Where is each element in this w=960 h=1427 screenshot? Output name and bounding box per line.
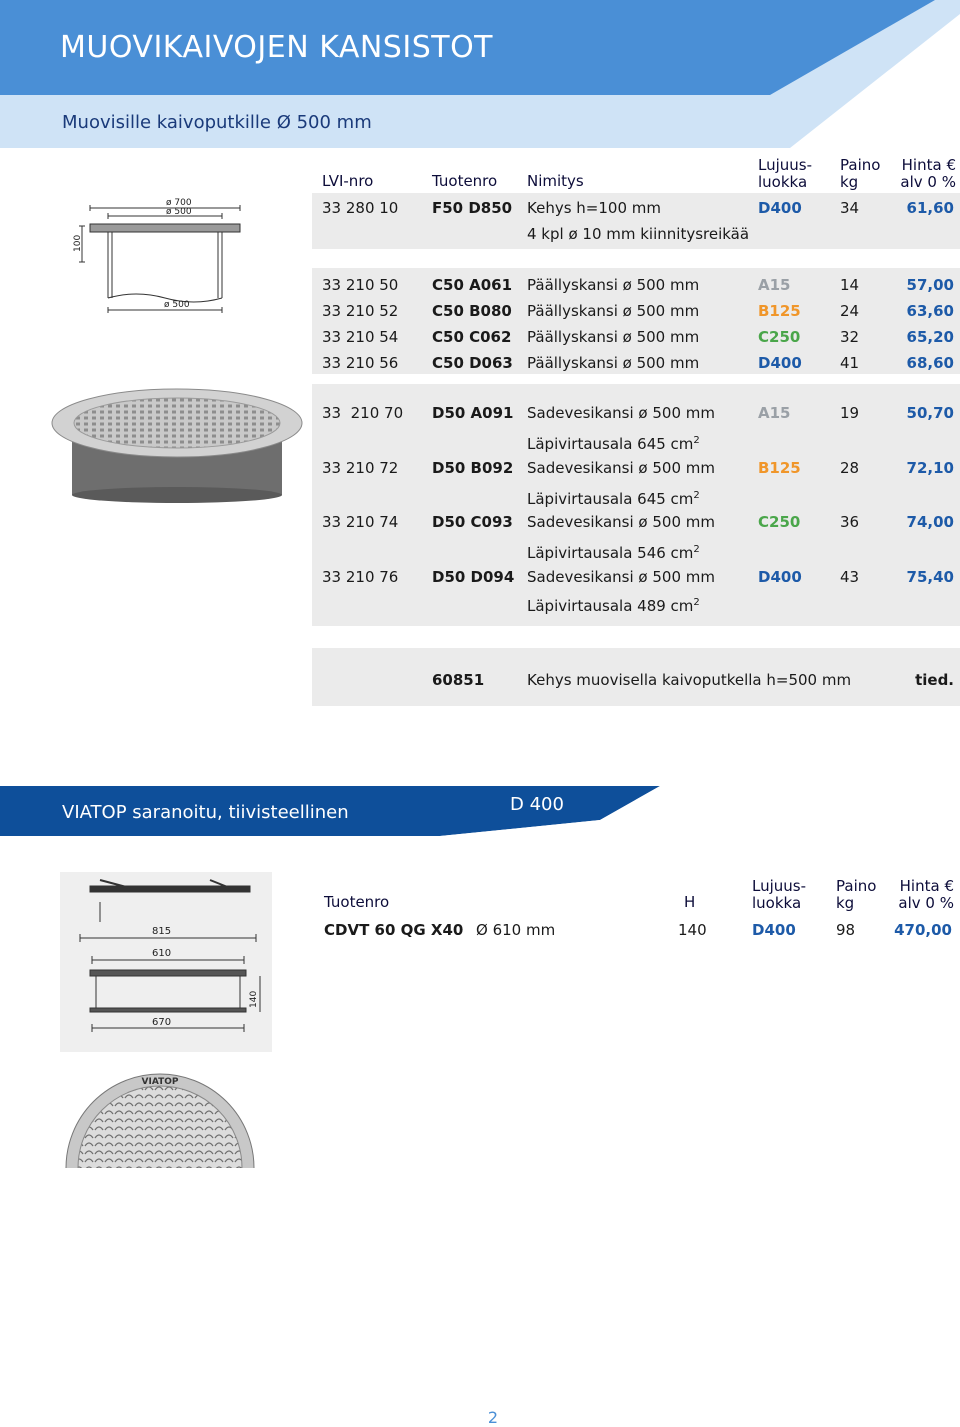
grating-lvi: 33 210 70	[322, 404, 404, 422]
cover-hinta: 65,20	[906, 328, 954, 346]
cover-nimitys: Päällyskansi ø 500 mm	[527, 276, 700, 294]
viatop-cover-brand: VIATOP	[141, 1077, 179, 1087]
cover-paino: 41	[840, 354, 860, 372]
grating-flow-area-text: Läpivirtausala 489 cm	[527, 596, 694, 615]
s2-col-header-paino-line1: Paino	[836, 877, 877, 895]
frame-nimitys: Kehys h=100 mm	[527, 199, 661, 217]
grating-tuotenro: D50 A091	[432, 404, 514, 422]
extra-hinta: tied.	[915, 671, 954, 689]
s2-col-header-hinta	[876, 878, 954, 912]
col-header-paino-line1: Paino	[840, 156, 881, 174]
grating-hinta: 72,10	[906, 458, 954, 477]
grating-flow-area-text: Läpivirtausala 645 cm	[527, 489, 694, 508]
grating-nimitys: Sadevesikansi ø 500 mm	[527, 404, 715, 422]
cover-lvi: 33 210 56	[322, 354, 399, 372]
grating-luokka: C250	[758, 513, 801, 531]
cover-luokka: B125	[758, 302, 801, 320]
col-header-lujuus	[758, 157, 812, 191]
s2-col-header-tuotenro: Tuotenro	[324, 893, 390, 911]
label-d500-bottom: ø 500	[164, 300, 190, 310]
cover-nimitys: Päällyskansi ø 500 mm	[527, 354, 700, 372]
grating-flow-area	[527, 432, 700, 453]
grating-flow-area-unit-exp: 2	[693, 489, 700, 501]
grating-flow-area-unit-exp: 2	[693, 544, 700, 555]
cover-hinta: 57,00	[906, 276, 954, 294]
frame-hinta: 61,60	[906, 199, 954, 217]
col-header-tuotenro: Tuotenro	[432, 172, 498, 190]
grating-nimitys: Sadevesikansi ø 500 mm	[527, 567, 715, 586]
grating-hinta: 75,40	[906, 567, 954, 586]
s2-diameter: Ø 610 mm	[476, 921, 556, 939]
s2-hinta: 470,00	[894, 921, 952, 939]
cover-nimitys: Päällyskansi ø 500 mm	[527, 302, 700, 320]
cover-tuotenro: C50 B080	[432, 302, 512, 320]
frame-paino: 34	[840, 199, 860, 217]
grating-luokka: A15	[758, 404, 791, 422]
s2-col-header-hinta-line2: alv 0 %	[898, 894, 954, 912]
frame-note: 4 kpl ø 10 mm kiinnitysreikää	[527, 225, 750, 243]
grating-nimitys: Sadevesikansi ø 500 mm	[527, 458, 715, 477]
label-h100: 100	[73, 234, 83, 252]
cover-paino: 24	[840, 302, 860, 320]
s2-h: 140	[678, 921, 707, 939]
extra-tuotenro: 60851	[432, 671, 485, 689]
grating-flow-area-text: Läpivirtausala 546 cm	[527, 544, 694, 562]
grating-lvi: 33 210 76	[322, 567, 399, 586]
s2-col-header-lujuus-line2: luokka	[752, 894, 802, 912]
cover-luokka: D400	[758, 354, 802, 372]
cover-luokka: C250	[758, 328, 801, 346]
grating-flow-area-unit-exp: 2	[693, 435, 700, 446]
cover-lvi: 33 210 54	[322, 328, 399, 346]
label-h140: 140	[249, 990, 259, 1008]
grating-cover-image	[50, 385, 305, 505]
cover-lvi: 33 210 52	[322, 302, 399, 320]
section-subtitle: Muovisille kaivoputkille Ø 500 mm	[62, 112, 372, 133]
grating-lvi: 33 210 72	[322, 458, 399, 477]
col-header-nimitys: Nimitys	[527, 172, 584, 190]
cover-tuotenro: C50 D063	[432, 354, 513, 372]
label-d670: 670	[152, 1017, 172, 1028]
col-header-lvi: LVI-nro	[322, 172, 374, 190]
page-title: MUOVIKAIVOJEN KANSISTOT	[60, 30, 494, 65]
cover-nimitys: Päällyskansi ø 500 mm	[527, 328, 700, 346]
label-d500-top: ø 500	[166, 207, 192, 217]
grating-tuotenro: D50 B092	[432, 458, 514, 477]
s2-col-header-h: H	[684, 893, 696, 911]
cover-paino: 32	[840, 328, 860, 346]
col-header-paino-line2: kg	[840, 173, 859, 191]
s2-paino: 98	[836, 921, 856, 939]
viatop-cover-image	[64, 1068, 256, 1168]
section2-class-label: D 400	[510, 794, 564, 815]
col-header-hinta	[880, 157, 956, 191]
s2-col-header-hinta-line1: Hinta €	[899, 877, 954, 895]
cover-hinta: 63,60	[906, 302, 954, 320]
label-d815: 815	[152, 926, 172, 937]
s2-col-header-lujuus-line1: Lujuus-	[752, 877, 807, 895]
grating-luokka: D400	[758, 567, 802, 586]
grating-hinta: 74,00	[906, 513, 954, 531]
page-number: 2	[487, 1408, 499, 1427]
col-header-lujuus-line2: luokka	[758, 173, 808, 191]
grating-tuotenro: D50 C093	[432, 513, 513, 531]
s2-luokka: D400	[752, 921, 796, 939]
grating-flow-area-unit-exp: 2	[693, 596, 700, 608]
cover-lvi: 33 210 50	[322, 276, 399, 294]
frame-lvi: 33 280 10	[322, 199, 399, 217]
grating-tuotenro: D50 D094	[432, 567, 515, 586]
cover-luokka: A15	[758, 276, 791, 294]
grating-paino: 36	[840, 513, 860, 531]
col-header-paino	[840, 157, 880, 191]
grating-hinta: 50,70	[906, 404, 954, 422]
s2-col-header-paino-line2: kg	[836, 894, 855, 912]
col-header-hinta-line2: alv 0 %	[900, 173, 956, 191]
grating-flow-area	[527, 487, 700, 508]
extra-nimitys: Kehys muovisella kaivoputkella h=500 mm	[527, 671, 852, 689]
frame-technical-drawing	[70, 190, 270, 320]
col-header-hinta-line1: Hinta €	[901, 156, 956, 174]
grating-paino: 43	[840, 567, 860, 586]
label-d610: 610	[152, 948, 172, 959]
grating-lvi: 33 210 74	[322, 513, 399, 531]
section2-title: VIATOP saranoitu, tiivisteellinen	[62, 802, 349, 823]
s2-col-header-paino	[836, 878, 876, 912]
grating-nimitys: Sadevesikansi ø 500 mm	[527, 513, 715, 531]
s2-tuotenro: CDVT 60 QG X40	[324, 921, 464, 939]
grating-flow-area	[527, 594, 700, 615]
frame-luokka: D400	[758, 199, 802, 217]
grating-flow-area	[527, 541, 700, 562]
viatop-technical-drawing	[60, 872, 272, 1052]
col-header-lujuus-line1: Lujuus-	[758, 156, 813, 174]
cover-tuotenro: C50 C062	[432, 328, 512, 346]
cover-tuotenro: C50 A061	[432, 276, 513, 294]
cover-paino: 14	[840, 276, 860, 294]
cover-hinta: 68,60	[906, 354, 954, 372]
grating-flow-area-text: Läpivirtausala 645 cm	[527, 435, 694, 453]
frame-tuotenro: F50 D850	[432, 199, 513, 217]
grating-luokka: B125	[758, 458, 801, 477]
grating-paino: 19	[840, 404, 860, 422]
grating-paino: 28	[840, 458, 860, 477]
label-d700: ø 700	[166, 198, 192, 208]
s2-col-header-lujuus	[752, 878, 806, 912]
